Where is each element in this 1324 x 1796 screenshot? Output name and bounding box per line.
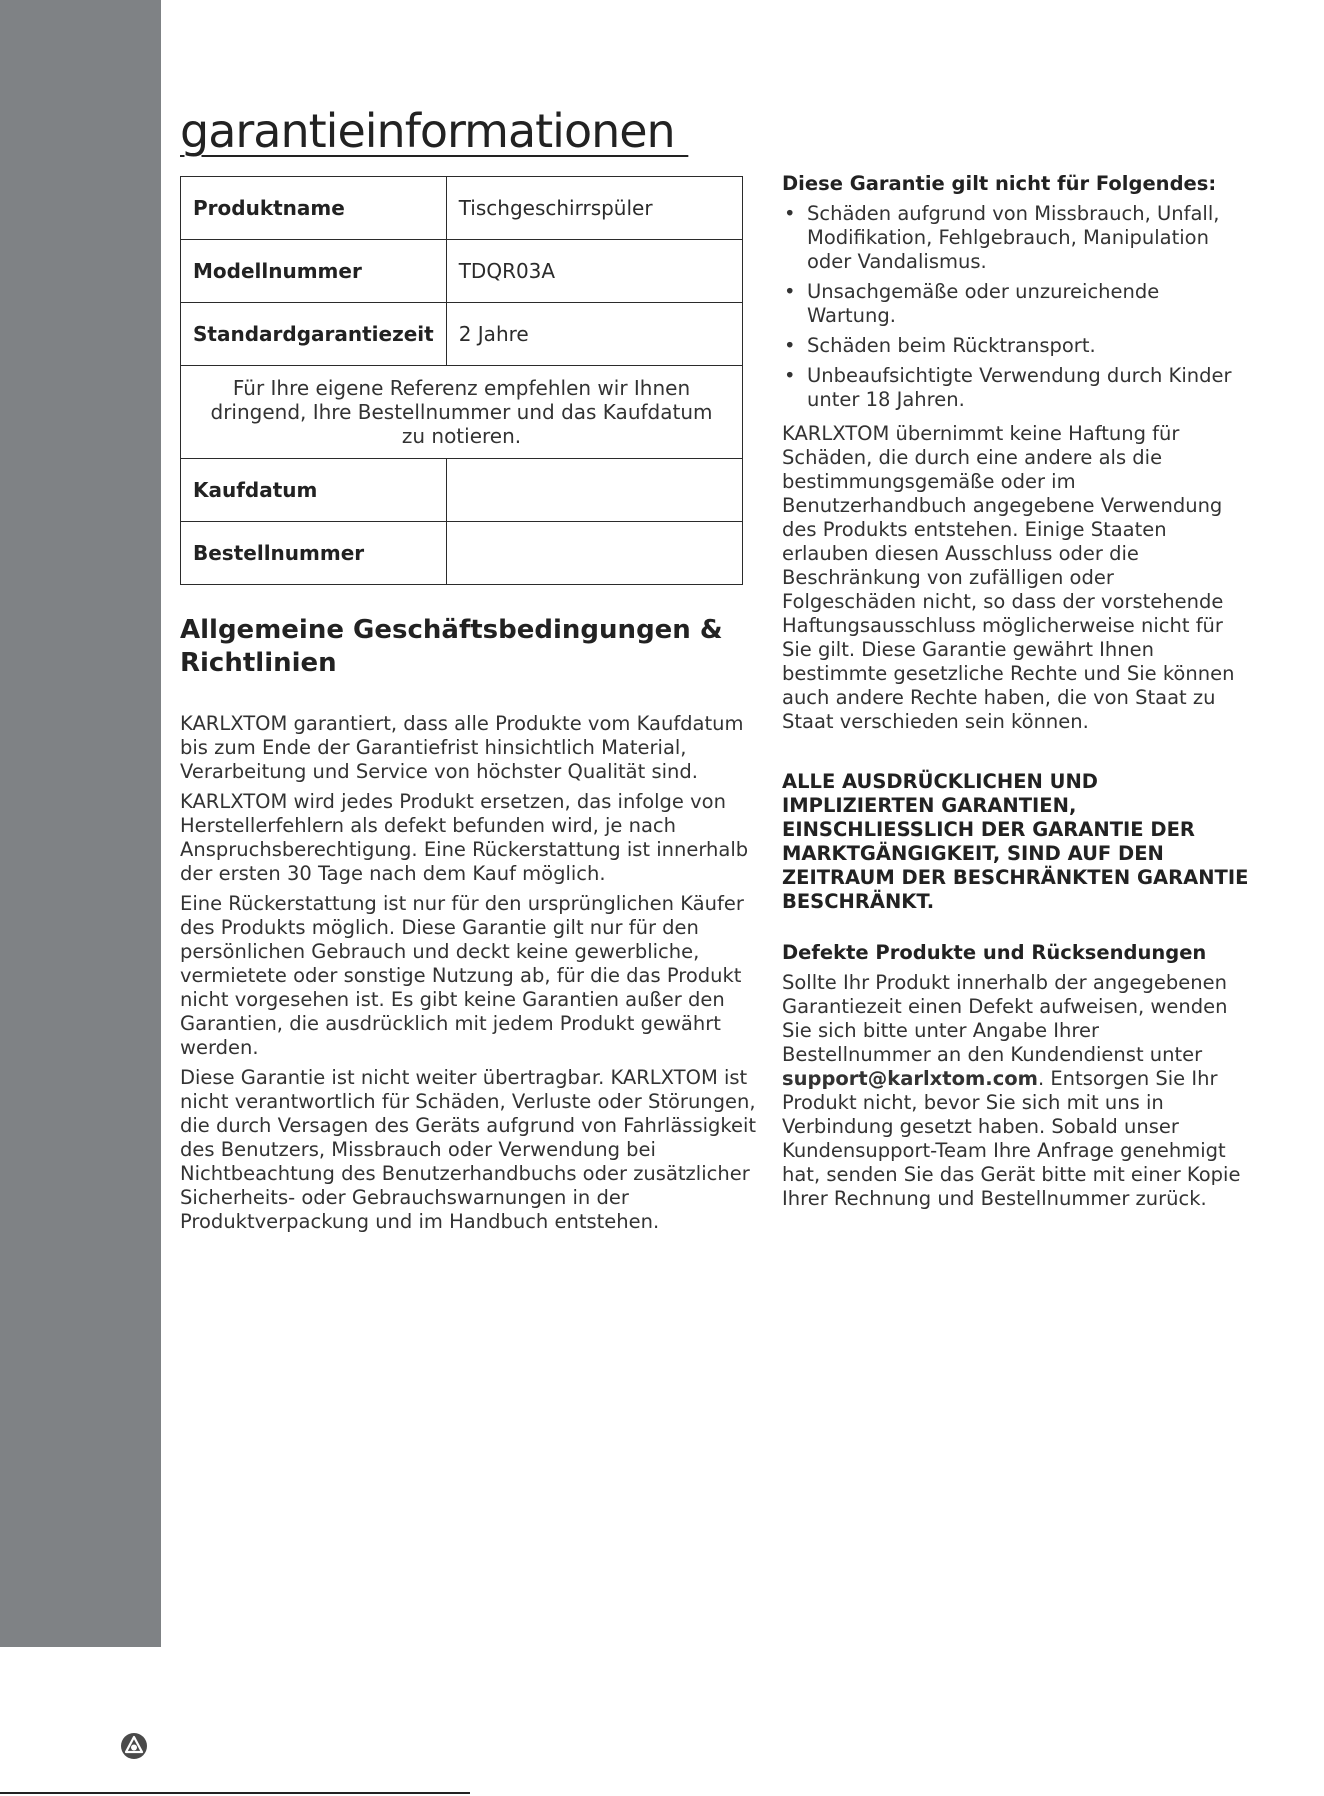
list-item: • Schäden aufgrund von Missbrauch, Unfall, Modifikation, Fehlgebrauch, Manipulation oder Vandalismus. bbox=[782, 202, 1252, 274]
terms-paragraph: KARLXTOM garantiert, dass alle Produkte vom Kaufdatum bis zum Ende der Garantiefrist hinsichtlich Material, Verarbeitung und Service von höchster Qualität sind. bbox=[180, 712, 744, 783]
purchase-date-field[interactable] bbox=[446, 459, 742, 522]
reference-note: Für Ihre eigene Referenz empfehlen wir Ihnen dringend, Ihre Bestellnummer und das Kaufdatum zu notieren. bbox=[181, 366, 743, 459]
table-row bbox=[181, 366, 743, 459]
liability-paragraph: KARLXTOM übernimmt keine Haftung für Schäden, die durch eine andere als die bestimmungsgemäße oder im Benutzerhandbuch angegebene Verwendung des Produkts entstehen. Einige Staaten erlauben diesen Ausschluss oder die Beschränkung von zufälligen oder Folgeschäden nicht, so dass der vorstehende Haftungsausschluss möglicherweise nicht für Sie gilt. Diese Garantie gewährt Ihnen bestimmte gesetzliche Rechte und Sie können auch andere Rechte haben, die von Staat zu Staat verschieden sein können. bbox=[782, 422, 1235, 733]
defects-paragraph bbox=[782, 971, 1252, 1211]
warranty-period-label: Standardgarantiezeit bbox=[181, 303, 447, 366]
warranty-info-table bbox=[180, 176, 743, 585]
brand-logo-icon bbox=[120, 1732, 148, 1760]
order-number-field[interactable] bbox=[446, 522, 742, 585]
terms-paragraph: Eine Rückerstattung ist nur für den ursprünglichen Käufer des Produkts möglich. Diese Garantie gilt nur für den persönlichen Gebrauch und deckt keine gewerbliche, vermietete oder sonstige Nutzung ab, für die das Produkt nicht vorgesehen ist. Es gibt keine Garantien außer den Garantien, die ausdrücklich mit jedem Produkt gewährt werden. bbox=[180, 892, 744, 1059]
implied-warranty-notice: ALLE AUSDRÜCKLICHEN UND IMPLIZIERTEN GARANTIEN, EINSCHLIESSLICH DER GARANTIE DER MARKTGÄNGIGKEIT, SIND AUF DEN ZEITRAUM DER BESCHRÄNKTEN GARANTIE BESCHRÄNKT. bbox=[782, 770, 1249, 913]
table-row bbox=[181, 303, 743, 366]
page-title: garantieinformationen bbox=[180, 104, 689, 158]
product-name-value: Tischgeschirrspüler bbox=[446, 177, 742, 240]
sidebar-band bbox=[0, 0, 161, 1647]
table-row bbox=[181, 459, 743, 522]
order-number-label: Bestellnummer bbox=[181, 522, 447, 585]
product-name-label: Produktname bbox=[181, 177, 447, 240]
defects-text-before: Sollte Ihr Produkt innerhalb der angegebenen Garantiezeit einen Defekt aufweisen, wenden Sie sich bitte unter Angabe Ihrer Bestellnummer an den Kundendienst unter bbox=[782, 971, 1228, 1066]
warranty-period-value: 2 Jahre bbox=[446, 303, 742, 366]
defects-title: Defekte Produkte und Rücksendungen bbox=[782, 941, 1207, 964]
list-item: • Unbeaufsichtigte Verwendung durch Kinder unter 18 Jahren. bbox=[782, 364, 1252, 412]
footer-rule bbox=[0, 1792, 470, 1794]
table-row bbox=[181, 177, 743, 240]
exclusions-title: Diese Garantie gilt nicht für Folgendes: bbox=[782, 172, 1217, 195]
terms-paragraph: KARLXTOM wird jedes Produkt ersetzen, das infolge von Herstellerfehlern als defekt befunden wird, je nach Anspruchsberechtigung. Eine Rückerstattung ist innerhalb der ersten 30 Tage nach dem Kauf möglich. bbox=[180, 790, 749, 885]
right-column bbox=[782, 172, 1252, 1211]
model-number-value: TDQR03A bbox=[446, 240, 742, 303]
terms-body bbox=[180, 712, 760, 1240]
table-row bbox=[181, 522, 743, 585]
purchase-date-label: Kaufdatum bbox=[181, 459, 447, 522]
exclusions-list bbox=[782, 202, 1252, 412]
table-row bbox=[181, 240, 743, 303]
model-number-label: Modellnummer bbox=[181, 240, 447, 303]
list-item: • Schäden beim Rücktransport. bbox=[782, 334, 1252, 358]
list-item: • Unsachgemäße oder unzureichende Wartung. bbox=[782, 280, 1252, 328]
support-email[interactable]: support@karlxtom.com bbox=[782, 1067, 1038, 1090]
terms-title: Allgemeine Geschäftsbedingungen & Richtlinien bbox=[180, 615, 723, 678]
defects-text-after: . Entsorgen Sie Ihr Produkt nicht, bevor Sie sich mit uns in Verbindung gesetzt haben. Sobald unser Kundensupport-Team Ihre Anfrage genehmigt hat, senden Sie das Gerät bitte mit einer Kopie Ihrer Rechnung und Bestellnummer zurück. bbox=[782, 1067, 1241, 1210]
terms-paragraph: Diese Garantie ist nicht weiter übertragbar. KARLXTOM ist nicht verantwortlich für Schäden, Verluste oder Störungen, die durch Versagen des Geräts aufgrund von Fahrlässigkeit des Benutzers, Missbrauch oder Verwendung bei Nichtbeachtung des Benutzerhandbuchs oder zusätzlicher Sicherheits- oder Gebrauchswarnungen in der Produktverpackung und im Handbuch entstehen. bbox=[180, 1066, 757, 1233]
